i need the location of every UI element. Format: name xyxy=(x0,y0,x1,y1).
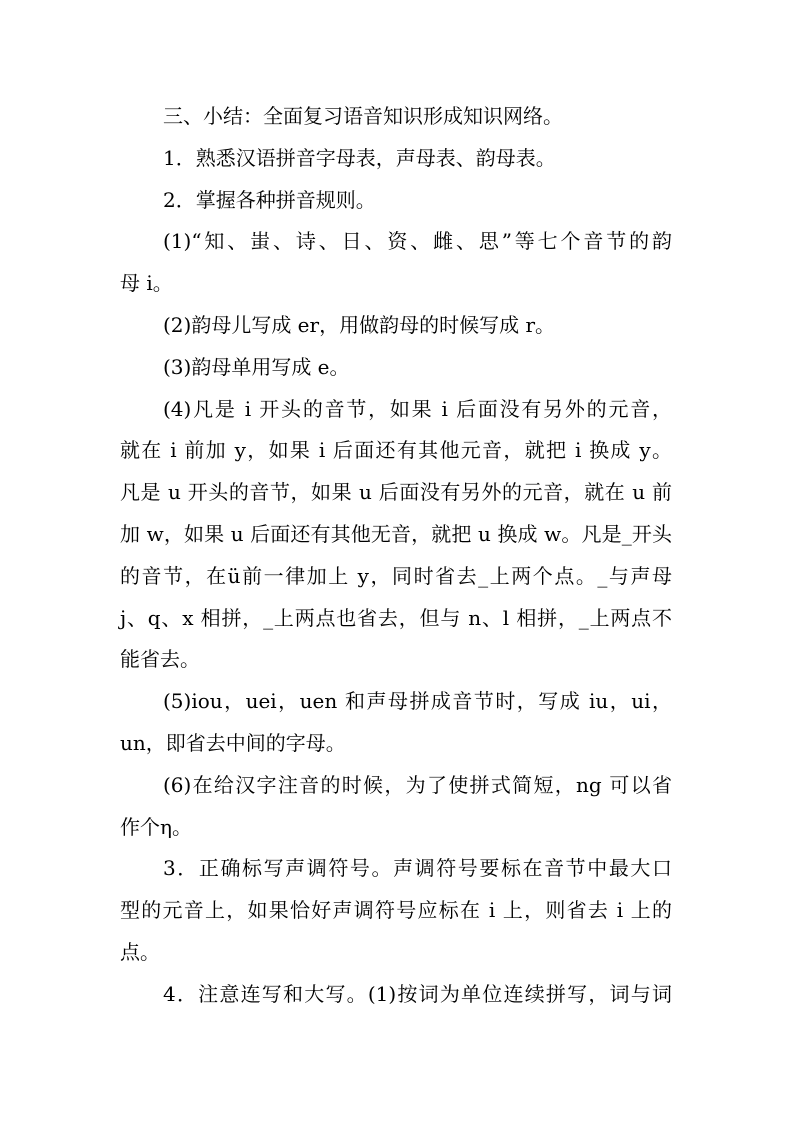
paragraph-line: 作个η。 xyxy=(120,814,192,839)
paragraph-line: (3)韵母单用写成 e。 xyxy=(163,354,350,379)
paragraph-rule-3 xyxy=(120,347,672,389)
section-heading xyxy=(120,96,672,138)
paragraph-line: 3．正确标写声调符号。声调符号要标在音节中最大口 xyxy=(163,856,672,881)
paragraph-rule-2 xyxy=(120,305,672,347)
paragraph-line: (2)韵母儿写成 er，用做韵母的时候写成 r。 xyxy=(163,312,556,337)
paragraph-line: (6)在给汉字注音的时候，为了使拼式简短，ng 可以省 xyxy=(163,772,672,797)
paragraph-rule-1 xyxy=(120,221,672,305)
paragraph-line: 凡是 u 开头的音节，如果 u 后面没有另外的元音，就在 u 前 xyxy=(120,480,672,505)
paragraph-line: (1)“知、蚩、诗、日、资、雌、思”等七个音节的韵 xyxy=(163,229,672,254)
paragraph-rule-6 xyxy=(120,765,672,849)
paragraph-line: 加 w，如果 u 后面还有其他无音，就把 u 换成 w。凡是_开头 xyxy=(120,521,672,546)
paragraph-item-4 xyxy=(120,974,672,1016)
paragraph-line: 2．掌握各种拼音规则。 xyxy=(163,187,376,212)
paragraph-line: 能省去。 xyxy=(120,647,200,672)
paragraph-line: 点。 xyxy=(120,939,160,964)
paragraph-line: un，即省去中间的字母。 xyxy=(120,730,346,755)
paragraph-line: 的音节，在ü前一律加上 y，同时省去_上两个点。_与声母 xyxy=(120,563,672,588)
paragraph-line: (5)iou，uei，uen 和声母拼成音节时，写成 iu，ui， xyxy=(163,689,672,714)
paragraph-line: 母 i。 xyxy=(120,271,173,296)
paragraph-line: (4)凡是 i 开头的音节，如果 i 后面没有另外的元音， xyxy=(163,396,672,421)
paragraph-line: 三、小结：全面复习语音知识形成知识网络。 xyxy=(163,104,563,128)
paragraph-item-3 xyxy=(120,848,672,973)
paragraph-rule-5 xyxy=(120,681,672,765)
paragraph-rule-4 xyxy=(120,389,672,682)
paragraph-item-2 xyxy=(120,180,672,222)
paragraph-line: 型的元音上，如果恰好声调符号应标在 i 上，则省去 i 上的 xyxy=(120,898,672,923)
paragraph-item-1 xyxy=(120,138,672,180)
paragraph-line: j、q、x 相拼，_上两点也省去，但与 n、l 相拼，_上两点不 xyxy=(120,605,672,630)
paragraph-line: 4．注意连写和大写。(1)按词为单位连续拼写，词与词 xyxy=(163,981,672,1006)
document-page xyxy=(120,96,672,1016)
paragraph-line: 1．熟悉汉语拼音字母表，声母表、韵母表。 xyxy=(163,145,556,170)
paragraph-line: 就在 i 前加 y，如果 i 后面还有其他元音，就把 i 换成 y。 xyxy=(120,438,672,463)
